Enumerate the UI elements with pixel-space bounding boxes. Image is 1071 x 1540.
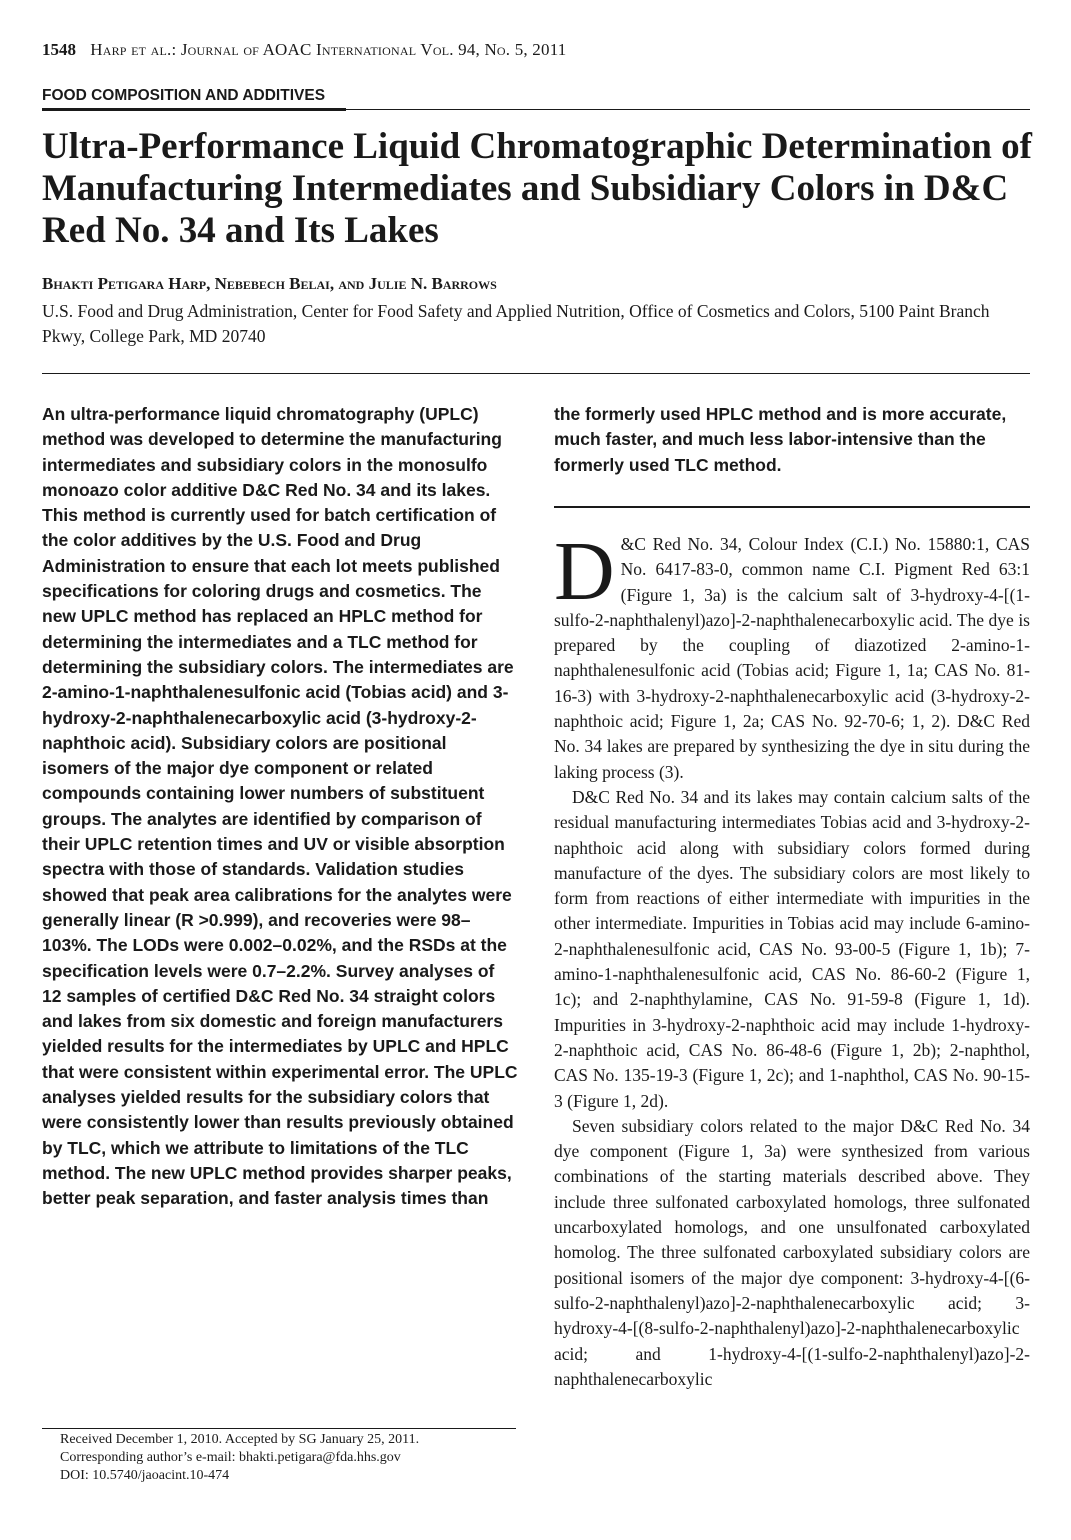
section-rule-thin — [346, 109, 1030, 110]
running-head — [42, 40, 566, 60]
body-paragraph-3: Seven subsidiary colors related to the major D&C Red No. 34 dye component (Figure 1, 3a) were synthesized from various combinations of the starting materials described above. They include three sulfonated carboxylated homologs, three sulfonated uncarboxylated homologs, and one unsulfonated carboxylated homolog. The three sulfonated carboxylated subsidiary colors are positional isomers of the major dye component: 3-hydroxy-4-[(6-sulfo-2-naphthalenyl)azo]-2-naphthalenecarboxylic acid; 3-hydroxy-4-[(8-sulfo-2-naphthalenyl)azo]-2-naphthalenecarboxylic acid; and 1-hydroxy-4-[(1-sulfo-2-naphthalenyl)azo]-2-naphthalenecarboxylic — [554, 1115, 1030, 1389]
body-paragraph-1-text: &C Red No. 34, Colour Index (C.I.) No. 15880:1, CAS No. 6417-83-0, common name C.I. Pigment Red 63:1 (Figure 1, 3a) is the calcium salt of 3-hydroxy-4-[(1-sulfo-2-naphthalenyl)azo]-2-naphthalenecarboxylic acid. The dye is prepared by the coupling of diazotized 2-amino-1-naphthalenesulfonic acid (Tobias acid; Figure 1, 1a; CAS No. 81-16-3) with 3-hydroxy-2-naphthalenecarboxylic acid (3-hydroxy-2-naphthoic acid; Figure 1, 2a; CAS No. 92-70-6; 1, 2). D&C Red No. 34 lakes are prepared by synthesizing the dye in situ during the laking process (3). — [554, 534, 1030, 782]
body-paragraph-1 — [554, 525, 1030, 785]
received-dates: Received December 1, 2010. Accepted by SG January 25, 2011. — [60, 1432, 420, 1447]
body-text-column — [554, 525, 1030, 1392]
footnote — [60, 1431, 520, 1485]
drop-cap: D — [554, 525, 615, 618]
body-paragraph-2: D&C Red No. 34 and its lakes may contain calcium salts of the residual manufacturing intermediates Tobias acid and 3-hydroxy-2-naphthoic acid along with subsidiary colors formed during manufacture of the dyes. The subsidiary colors are most likely to form from reactions of either intermediate with impurities in the other intermediate. Impurities in Tobias acid may include 6-amino-2-naphthalenesulfonic acid, CAS No. 93-00-5 (Figure 1, 1b); 7-amino-1-naphthalenesulfonic acid, CAS No. 86-60-2 (Figure 1, 1c); and 2-naphthylamine, CAS No. 91-59-8 (Figure 1, 1d). Impurities in 3-hydroxy-2-naphthoic acid may include 1-hydroxy-2-naphthoic acid, CAS No. 86-48-6 (Figure 1, 2b); 2-naphthol, CAS No. 135-19-3 (Figure 1, 2c); and 1-naphthol, CAS No. 90-15-3 (Figure 1, 2d). — [554, 786, 1030, 1111]
page-number: 1548 — [42, 40, 76, 59]
header-divider — [42, 373, 1030, 374]
affiliation: U.S. Food and Drug Administration, Center for Food Safety and Applied Nutrition, Office of Cosmetics and Colors, 5100 Paint Branch Pkwy, College Park, MD 20740 — [42, 301, 990, 346]
footnote-rule — [42, 1428, 516, 1429]
abstract-end-rule — [554, 506, 1030, 508]
author-list: Bhakti Petigara Harp, Nebebech Belai, and Julie N. Barrows — [42, 274, 497, 293]
abstract-right-column: the formerly used HPLC method and is more accurate, much faster, and much less labor-intensive than the formerly used TLC method. — [554, 404, 1007, 475]
article-title: Ultra-Performance Liquid Chromatographic Determination of Manufacturing Intermediates and Subsidiary Colors in D&C Red No. 34 and Its Lakes — [42, 126, 1032, 251]
journal-citation: Harp et al.: Journal of AOAC International Vol. 94, No. 5, 2011 — [90, 40, 567, 59]
section-rule-thick — [42, 108, 346, 111]
corresponding-email: Corresponding author’s e-mail: bhakti.petigara@fda.hhs.gov — [60, 1450, 401, 1465]
section-label: FOOD COMPOSITION AND ADDITIVES — [42, 87, 326, 104]
abstract-left-column: An ultra-performance liquid chromatography (UPLC) method was developed to determine the manufacturing intermediates and subsidiary colors in the monosulfo monoazo color additive D&C Red No. 34 and its lakes. This method is currently used for batch certification of the color additives by the U.S. Food and Drug Administration to ensure that each lot meets published specifications for coloring drugs and cosmetics. The new UPLC method has replaced an HPLC method for determining the intermediates and a TLC method for determining the subsidiary colors. The intermediates are 2-amino-1-naphthalenesulfonic acid (Tobias acid) and 3-hydroxy-2-naphthalenecarboxylic acid (3-hydroxy-2-naphthoic acid). Subsidiary colors are positional isomers of the major dye component or related compounds containing lower numbers of substituent groups. The analytes are identified by comparison of their UPLC retention times and UV or visible absorption spectra with those of standards. Validation studies showed that peak area calibrations for the analytes were generally linear (R >0.999), and recoveries were 98–103%. The LODs were 0.002–0.02%, and the RSDs at the specification levels were 0.7–2.2%. Survey analyses of 12 samples of certified D&C Red No. 34 straight colors and lakes from six domestic and foreign manufacturers yielded results for the intermediates by UPLC and HPLC that were consistent within experimental error. The UPLC analyses yielded results for the subsidiary colors that were consistently lower than results previously obtained by TLC, which we attribute to limitations of the TLC method. The new UPLC method provides sharper peaks, better peak separation, and faster analysis times than — [42, 404, 518, 1209]
doi: DOI: 10.5740/jaoacint.10-474 — [60, 1468, 230, 1483]
